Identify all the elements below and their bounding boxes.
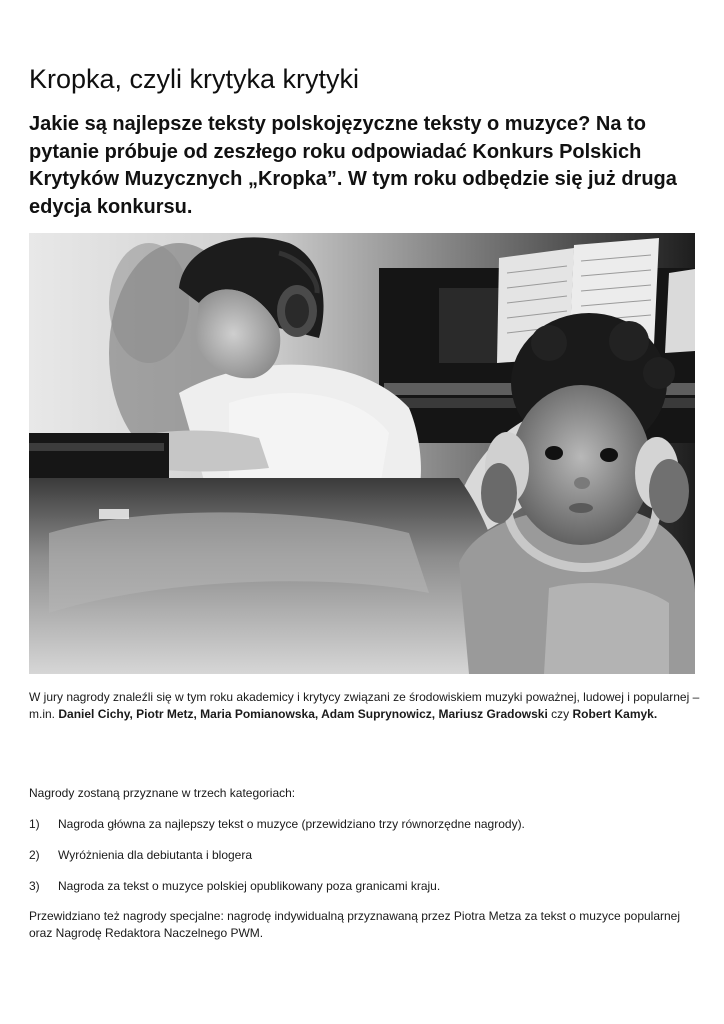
category-item (29, 847, 699, 864)
category-number: 3) (29, 879, 40, 893)
category-text: Wyróżnienia dla debiutanta i blogera (58, 848, 253, 862)
jury-conjunction: czy (551, 707, 570, 721)
category-text: Nagroda za tekst o muzyce polskiej opublikowany poza granicami kraju. (58, 879, 441, 893)
category-number: 1) (29, 817, 40, 831)
article-title: Kropka, czyli krytyka krytyki (29, 64, 360, 94)
jury-names: Daniel Cichy, Piotr Metz, Maria Pomianowska, Adam Suprynowicz, Mariusz Gradowski (58, 707, 548, 721)
jury-last-name: Robert Kamyk. (572, 707, 658, 721)
article-lead: Jakie są najlepsze teksty polskojęzyczne teksty o muzyce? Na to pytanie próbuje od zeszłego roku odpowiadać Konkurs Polskich Krytyków Muzycznych „Kropka”. W tym roku odbędzie się już druga edycja konkursu. (29, 113, 677, 218)
jury-paragraph (29, 689, 701, 723)
category-text: Nagroda główna za najlepszy tekst o muzyce (przewidziano trzy równorzędne nagrody). (58, 817, 525, 831)
special-awards-paragraph: Przewidziano też nagrody specjalne: nagrodę indywidualną przyznawaną przez Piotra Metza za tekst o muzyce popularnej oraz Nagrodę Redaktora Naczelnego PWM. (29, 909, 681, 940)
category-item (29, 878, 699, 895)
category-number: 2) (29, 848, 40, 862)
categories-intro: Nagrody zostaną przyznane w trzech kategoriach: (29, 786, 296, 800)
photo-children-with-headphones (29, 233, 695, 674)
jury-intro-text: W jury nagrody znaleźli się w tym roku akademicy i krytycy związani ze środowiskiem muzyki poważnej, ludowej i popularnej – m.in. (29, 690, 700, 721)
category-item (29, 816, 699, 833)
